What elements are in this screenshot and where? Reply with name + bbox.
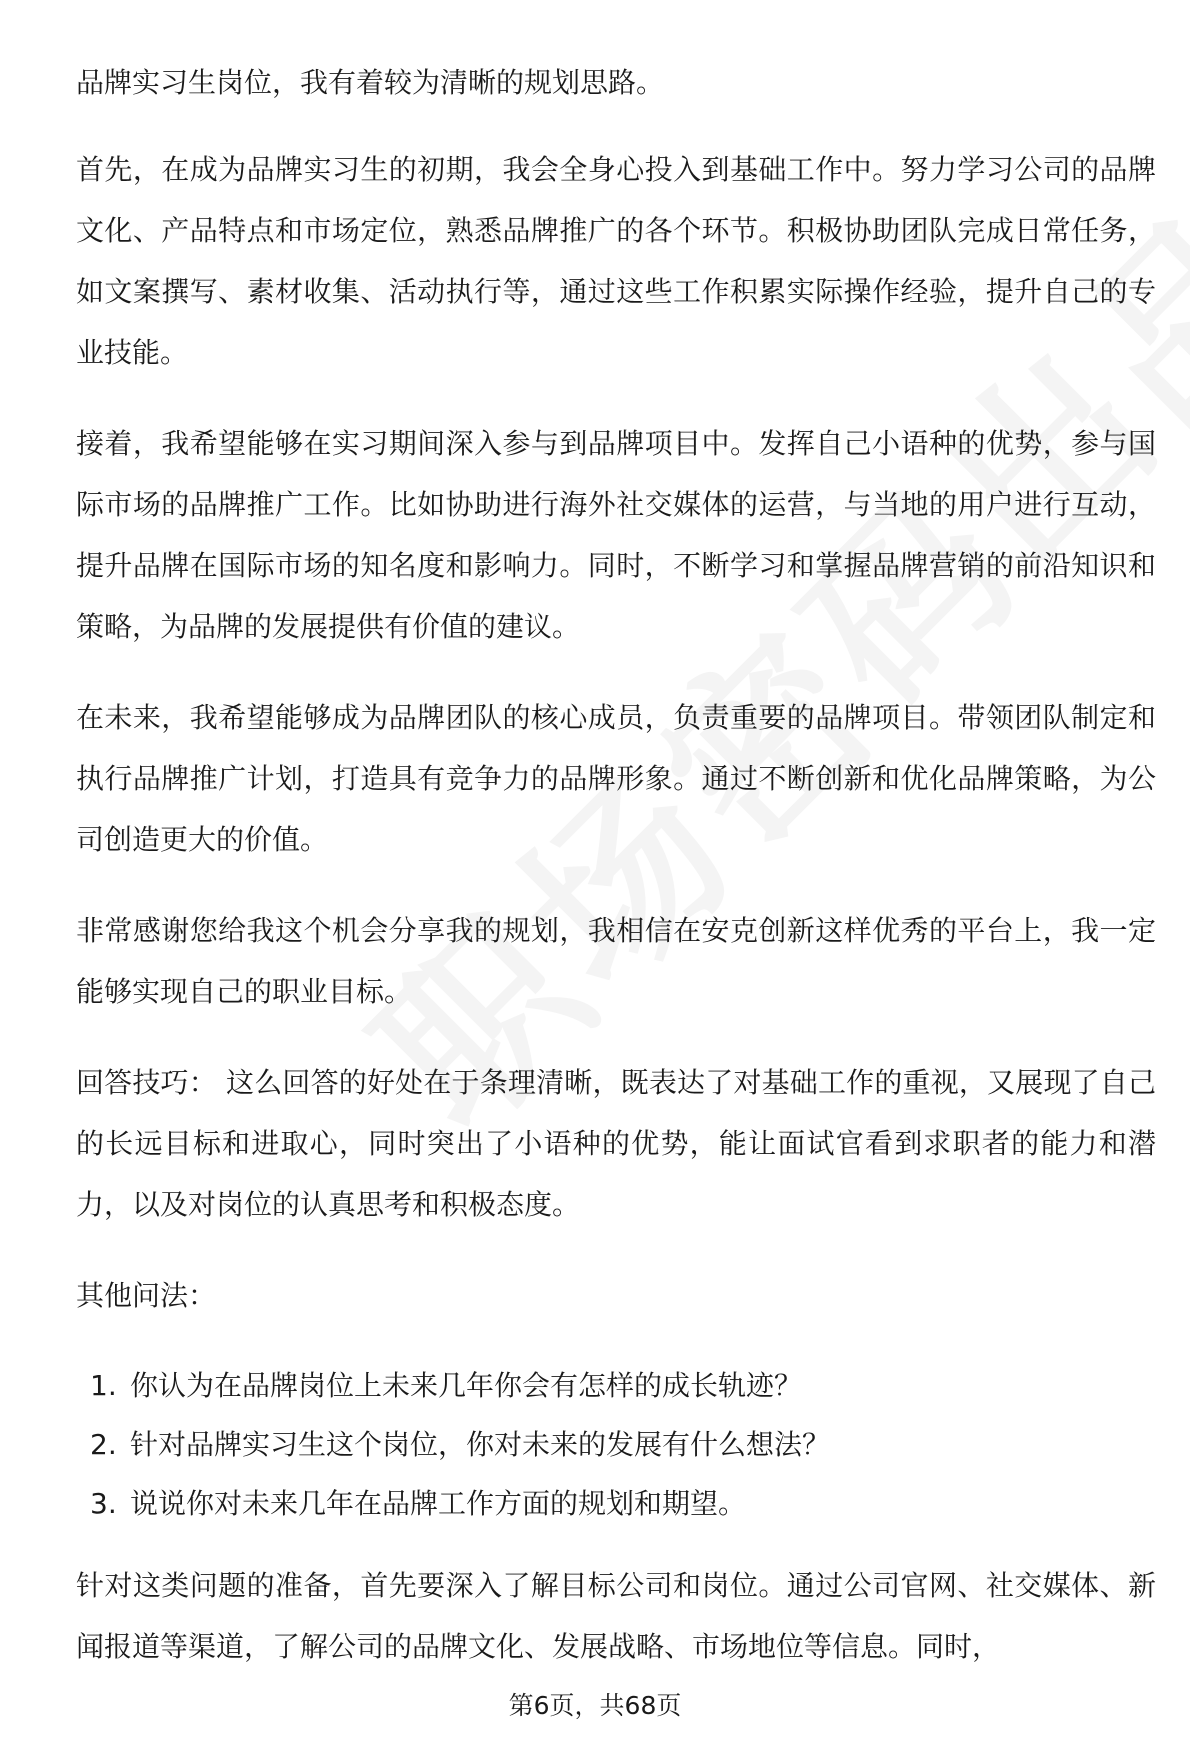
- other-questions-list: [76, 1356, 1156, 1533]
- paragraph-preparation: 针对这类问题的准备，首先要深入了解目标公司和岗位。通过公司官网、社交媒体、新闻报道等渠道，了解公司的品牌文化、发展战略、市场地位等信息。同时，: [76, 1569, 1156, 1663]
- paragraph-intro: 品牌实习生岗位，我有着较为清晰的规划思路。: [76, 66, 665, 99]
- paragraph-thanks: 非常感谢您给我这个机会分享我的规划，我相信在安克创新这样优秀的平台上，我一定能够实现自己的职业目标。: [76, 914, 1156, 1008]
- page-number: 第6页，共68页: [508, 1691, 682, 1720]
- paragraph-next-step: 接着，我希望能够在实习期间深入参与到品牌项目中。发挥自己小语种的优势，参与国际市场的品牌推广工作。比如协助进行海外社交媒体的运营，与当地的用户进行互动，提升品牌在国际市场的知名度和影响力。同时，不断学习和掌握品牌营销的前沿知识和策略，为品牌的发展提供有价值的建议。: [76, 427, 1156, 643]
- list-item-text: 针对品牌实习生这个岗位，你对未来的发展有什么想法？: [130, 1428, 831, 1461]
- list-item-number: 2.: [90, 1428, 117, 1461]
- document-body: [76, 52, 1156, 1707]
- list-item-number: 1.: [90, 1369, 117, 1402]
- list-item: [76, 1415, 1156, 1474]
- paragraph-first-step: 首先，在成为品牌实习生的初期，我会全身心投入到基础工作中。努力学习公司的品牌文化、产品特点和市场定位，熟悉品牌推广的各个环节。积极协助团队完成日常任务，如文案撰写、素材收集、活动执行等，通过这些工作积累实际操作经验，提升自己的专业技能。: [76, 153, 1156, 369]
- list-item-number: 3.: [90, 1487, 117, 1520]
- list-item: [76, 1356, 1156, 1415]
- paragraph-other-questions-heading: 其他问法：: [76, 1279, 217, 1312]
- list-item: [76, 1474, 1156, 1533]
- paragraph-future: 在未来，我希望能够成为品牌团队的核心成员，负责重要的品牌项目。带领团队制定和执行品牌推广计划，打造具有竞争力的品牌形象。通过不断创新和优化品牌策略，为公司创造更大的价值。: [76, 701, 1156, 856]
- paragraph-answer-tips: 回答技巧： 这么回答的好处在于条理清晰，既表达了对基础工作的重视，又展现了自己的长远目标和进取心，同时突出了小语种的优势，能让面试官看到求职者的能力和潜力，以及对岗位的认真思考和积极态度。: [76, 1066, 1156, 1221]
- list-item-text: 说说你对未来几年在品牌工作方面的规划和期望。: [130, 1487, 747, 1520]
- list-item-text: 你认为在品牌岗位上未来几年你会有怎样的成长轨迹？: [130, 1369, 803, 1402]
